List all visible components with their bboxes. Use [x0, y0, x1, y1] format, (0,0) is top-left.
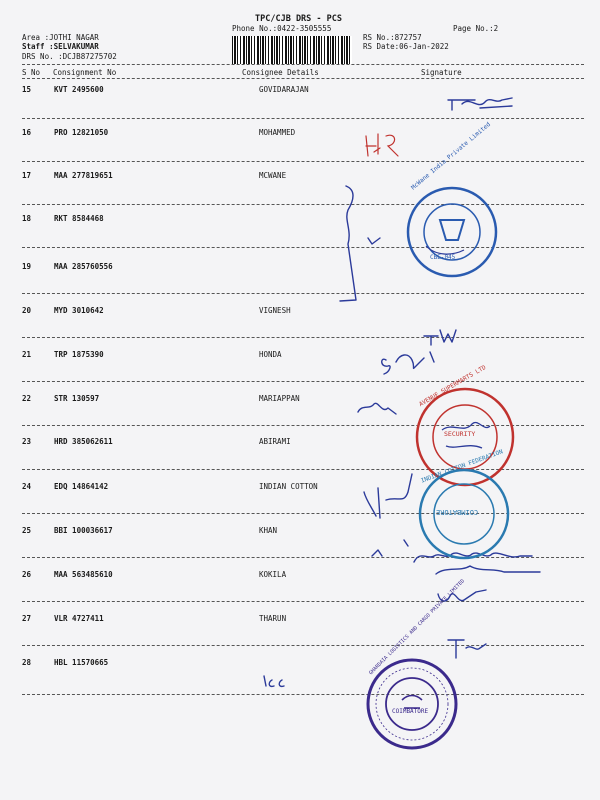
row-sno: 24: [22, 482, 32, 491]
column-header-consignee: Consignee Details: [242, 68, 319, 77]
signature-21: [382, 352, 434, 374]
row-sno: 25: [22, 526, 32, 535]
stamp-supermarts-text: AVENUE SUPERMARTS LTD: [418, 364, 488, 409]
row-sno: 26: [22, 570, 32, 579]
row-consignment: KVT 2495600: [54, 85, 104, 94]
row-consignment: MAA 277819651: [54, 171, 113, 180]
row-consignee: MCWANE: [259, 171, 287, 180]
row-sno: 23: [22, 437, 32, 446]
signature-28: [264, 676, 284, 686]
row-sno: 18: [22, 214, 32, 223]
drs-number: DRS No. :DCJB87275702: [22, 52, 117, 61]
row-consignment: EDQ 14864142: [54, 482, 109, 491]
row-consignment: VLR 4727411: [54, 614, 104, 623]
rs-date: RS Date:06-Jan-2022: [363, 42, 449, 51]
stamp-logistics-sub: COIMBATORE: [392, 708, 429, 715]
signature-24: [364, 474, 412, 518]
row-sno: 16: [22, 128, 32, 137]
row-consignment: MAA 563485610: [54, 570, 113, 579]
row-consignee: MOHAMMED: [259, 128, 296, 137]
row-sno: 28: [22, 658, 32, 667]
column-header-signature: Signature: [421, 68, 462, 77]
stamp-cotton-text: INDIAN COTTON FEDERATION: [420, 448, 504, 485]
row-sno: 15: [22, 85, 32, 94]
phone-number: Phone No.:0422-3505555: [232, 24, 332, 33]
row-sno: 21: [22, 350, 32, 359]
column-header-consignment: Consignment No: [53, 68, 117, 77]
row-consignee: THARUN: [259, 614, 287, 623]
row-consignment: RKT 8584468: [54, 214, 104, 223]
signature-17-19-bracket: [340, 186, 356, 301]
row-consignee: KOKILA: [259, 570, 287, 579]
row-consignment: MAA 285760556: [54, 262, 113, 271]
page-number: Page No.:2: [453, 24, 499, 33]
row-sno: 27: [22, 614, 32, 623]
signature-16: [366, 134, 398, 156]
stamp-mcwane-sub: CBE-045: [430, 254, 456, 261]
signature-18: [368, 238, 380, 244]
row-sno: 22: [22, 394, 32, 403]
row-consignee: INDIAN COTTON: [259, 482, 318, 491]
signature-25: [372, 540, 408, 556]
row-consignment: TRP 1875390: [54, 350, 104, 359]
row-consignment: STR 130597: [54, 394, 100, 403]
stamp-supermarts-sub: SECURITY: [444, 430, 476, 438]
row-consignee: KHAN: [259, 526, 278, 535]
stamp-mcwane: [402, 182, 502, 282]
row-consignment: HRD 385062611: [54, 437, 113, 446]
stamp-cotton-sub: COIMBATORE: [436, 508, 479, 516]
row-sno: 19: [22, 262, 32, 271]
row-consignee: MARIAPPAN: [259, 394, 300, 403]
signature-15: [448, 98, 512, 110]
rs-number: RS No.:872757: [363, 33, 422, 42]
signature-21-tw: [424, 330, 456, 345]
row-consignee: GOVIDARAJAN: [259, 85, 309, 94]
row-sno: 17: [22, 171, 32, 180]
row-sno: 20: [22, 306, 32, 315]
document-title: TPC/CJB DRS - PCS: [255, 14, 342, 24]
row-consignee: VIGNESH: [259, 306, 291, 315]
row-consignment: HBL 11570665: [54, 658, 109, 667]
stamp-logistics-text: GHARDAIA LOGISTICS AND CARGO PRIVATE LIMITED: [368, 578, 466, 677]
row-consignment: PRO 12821050: [54, 128, 109, 137]
row-consignee: ABIRAMI: [259, 437, 291, 446]
area-label: Area :JOTHI NAGAR: [22, 33, 99, 42]
row-consignment: BBI 100036617: [54, 526, 113, 535]
column-header-sno: S No: [22, 68, 41, 77]
stamp-mcwane-text: McWane India Private Limited: [410, 120, 492, 192]
stamp-logistics: [364, 656, 460, 752]
row-consignee: HONDA: [259, 350, 282, 359]
row-consignment: MYD 3010642: [54, 306, 104, 315]
staff-label: Staff :SELVAKUMAR: [22, 42, 99, 51]
signature-22: [358, 403, 396, 414]
